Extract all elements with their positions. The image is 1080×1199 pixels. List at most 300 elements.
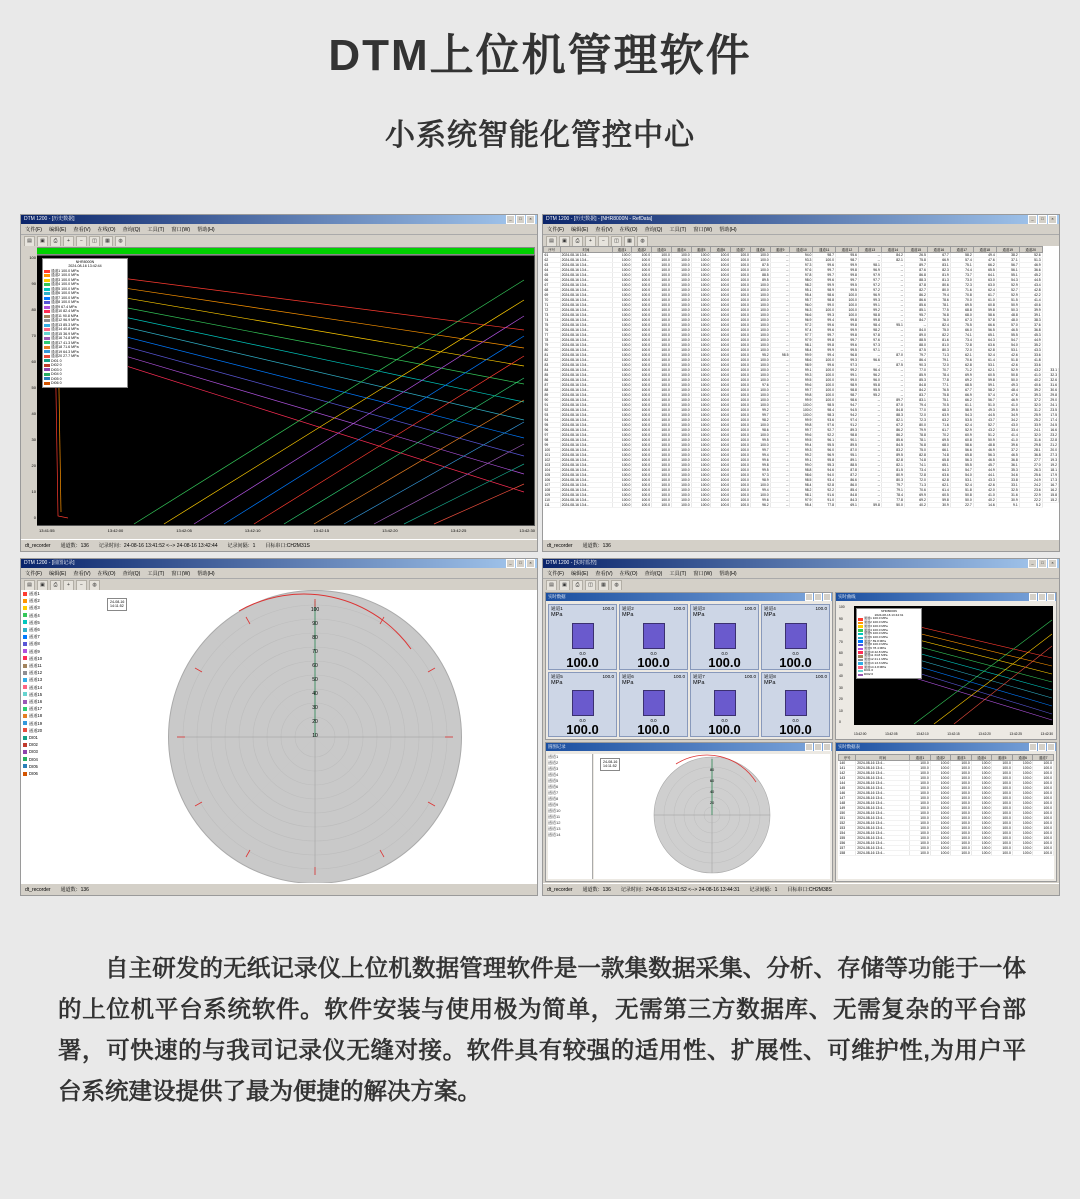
legend-label: DI02 0 xyxy=(51,363,62,368)
channel-list-item[interactable] xyxy=(21,612,93,619)
gauge-widget[interactable] xyxy=(548,672,617,738)
dial-canvas[interactable] xyxy=(93,590,537,884)
menu-item-edit[interactable]: 编辑(E) xyxy=(49,570,67,577)
menu-item-file[interactable]: 文件(F) xyxy=(25,570,42,577)
table-cell: 100.0 xyxy=(632,438,652,443)
window-controls[interactable] xyxy=(1028,215,1059,224)
table-cell: 78.6 xyxy=(927,298,950,303)
channel-list-item[interactable] xyxy=(548,832,592,838)
zoom-out-icon[interactable]: − xyxy=(598,236,609,247)
chart-icon[interactable]: ◫ xyxy=(89,236,100,247)
gauge-widget[interactable] xyxy=(690,604,759,670)
panel-maximize-icon[interactable] xyxy=(814,593,822,601)
table-cell: 99.3 xyxy=(790,448,813,453)
table-cell: 100.0 xyxy=(652,463,672,468)
window-controls[interactable] xyxy=(506,215,537,224)
table-cell: 60.5 xyxy=(973,373,996,378)
table-cell: 100.0 xyxy=(930,836,951,841)
data-grid[interactable] xyxy=(543,246,1059,540)
table-cell: 100.0 xyxy=(711,483,731,488)
table-cell: 100.0 xyxy=(652,258,672,263)
panel-controls[interactable] xyxy=(1029,743,1056,751)
table-cell: 100.0 xyxy=(671,323,691,328)
menu-item-window[interactable]: 窗口(W) xyxy=(171,226,191,233)
gauge-unit: MPa xyxy=(622,612,634,618)
x-tick: 13:42:05 xyxy=(176,528,192,533)
menu-item-help[interactable]: 帮助(H) xyxy=(197,570,215,577)
column-header[interactable]: 通道18 xyxy=(973,247,996,253)
column-header[interactable]: 通道4 xyxy=(671,247,691,253)
table-cell: 50.0 xyxy=(996,378,1019,383)
panel-close-icon[interactable] xyxy=(823,743,831,751)
menu-item-edit[interactable]: 编辑(E) xyxy=(571,226,589,233)
table-cell: -- xyxy=(881,343,904,348)
realtime-table[interactable] xyxy=(838,754,1054,856)
channel-list-item[interactable] xyxy=(21,705,93,712)
table-cell: 99.8 xyxy=(835,318,858,323)
save-icon[interactable]: ▣ xyxy=(37,580,48,591)
zoom-in-icon[interactable]: + xyxy=(585,236,596,247)
print-icon[interactable]: ⎙ xyxy=(50,580,61,591)
data-grid[interactable] xyxy=(838,754,1054,879)
panel-minimize-icon[interactable] xyxy=(805,593,813,601)
history-table[interactable] xyxy=(543,246,1059,508)
gauge-widget[interactable] xyxy=(548,604,617,670)
channel-list-item[interactable] xyxy=(21,604,93,611)
column-header[interactable]: 通道6 xyxy=(1012,755,1033,761)
column-header[interactable]: 时间 xyxy=(560,247,612,253)
column-header[interactable]: 通道11 xyxy=(813,247,836,253)
table-cell: 95.4 xyxy=(790,503,813,508)
column-header[interactable]: 通道15 xyxy=(904,247,927,253)
table-cell: 100.0 xyxy=(691,338,711,343)
minimize-icon[interactable]: _ xyxy=(506,559,515,568)
menu-item-online[interactable]: 在线(O) xyxy=(97,226,116,233)
menu-item-help[interactable]: 帮助(H) xyxy=(719,226,737,233)
table-cell: 89.1 xyxy=(835,458,858,463)
column-header[interactable]: 通道2 xyxy=(930,755,951,761)
maximize-icon[interactable]: □ xyxy=(1038,559,1047,568)
table-cell: 100.0 xyxy=(671,298,691,303)
legend-item[interactable] xyxy=(44,381,126,385)
menu-item-online[interactable]: 在线(O) xyxy=(619,226,638,233)
channel-list-item[interactable] xyxy=(21,684,93,691)
table-cell: 100.0 xyxy=(711,278,731,283)
column-header[interactable]: 序号 xyxy=(839,755,856,761)
gauge-widget[interactable] xyxy=(619,672,688,738)
table-cell: 99.6 xyxy=(813,328,836,333)
table-cell: 47.6 xyxy=(996,393,1019,398)
table-cell: 36.8 xyxy=(1019,328,1042,333)
table-cell: 100.0 xyxy=(652,263,672,268)
screenshot-grid xyxy=(20,214,1060,930)
table-cell: 100.0 xyxy=(750,358,770,363)
table-cell: 100.0 xyxy=(711,283,731,288)
table-cell: 98 xyxy=(544,438,561,443)
table-cell: 100.0 xyxy=(910,826,931,831)
dial-icon[interactable]: ◍ xyxy=(89,580,100,591)
table-cell: 145 xyxy=(839,786,856,791)
channel-list-item[interactable] xyxy=(21,662,93,669)
table-cell: 100.0 xyxy=(671,273,691,278)
channel-list-item[interactable] xyxy=(21,619,93,626)
column-header[interactable]: 通道1 xyxy=(612,247,632,253)
zoom-in-icon[interactable]: + xyxy=(63,236,74,247)
menu-item-window[interactable]: 窗口(W) xyxy=(171,570,191,577)
channel-list-item[interactable] xyxy=(21,756,93,763)
menu-item-query[interactable]: 查询(Q) xyxy=(122,226,141,233)
column-header[interactable]: 通道4 xyxy=(971,755,992,761)
menu-item-query[interactable]: 查询(Q) xyxy=(644,570,663,577)
column-header[interactable]: 通道3 xyxy=(951,755,972,761)
table-cell: 100.0 xyxy=(731,288,751,293)
column-header[interactable]: 通道7 xyxy=(1033,755,1054,761)
table-row[interactable] xyxy=(839,851,1054,856)
table-cell: 100.0 xyxy=(731,433,751,438)
panel-minimize-icon[interactable] xyxy=(1029,743,1037,751)
table-cell: 100.0 xyxy=(632,268,652,273)
legend-item[interactable] xyxy=(858,673,920,677)
channel-list-item[interactable] xyxy=(21,691,93,698)
minimize-icon[interactable]: _ xyxy=(1028,215,1037,224)
channel-label: DI06 xyxy=(29,771,38,777)
table-cell: 100.0 xyxy=(1033,811,1054,816)
channel-list-item[interactable] xyxy=(21,655,93,662)
column-header[interactable]: 通道10 xyxy=(790,247,813,253)
dial-canvas[interactable] xyxy=(594,754,830,879)
column-header[interactable]: 通道13 xyxy=(858,247,881,253)
table-cell: 100.0 xyxy=(731,258,751,263)
window-controls[interactable] xyxy=(506,559,537,568)
legend-color-swatch xyxy=(44,270,50,273)
channel-list-item[interactable] xyxy=(21,648,93,655)
channel-list-item[interactable] xyxy=(21,712,93,719)
table-row[interactable] xyxy=(544,503,1059,508)
close-icon[interactable]: × xyxy=(1048,215,1057,224)
column-header[interactable]: 通道1 xyxy=(910,755,931,761)
table-cell: 59.8 xyxy=(927,498,950,503)
channel-list-item[interactable] xyxy=(21,748,93,755)
table-cell: -- xyxy=(770,368,790,373)
panel-maximize-icon[interactable] xyxy=(1038,743,1046,751)
zoom-out-icon[interactable]: − xyxy=(76,236,87,247)
dial-channel-list[interactable] xyxy=(548,754,593,879)
table-icon[interactable]: ▦ xyxy=(598,580,609,591)
column-header[interactable]: 通道3 xyxy=(652,247,672,253)
menubar[interactable] xyxy=(543,568,1059,579)
column-header[interactable]: 通道20 xyxy=(1019,247,1042,253)
gauge-widget[interactable] xyxy=(690,672,759,738)
y-tick: 90 xyxy=(31,281,36,286)
column-header[interactable]: 通道7 xyxy=(731,247,751,253)
column-header[interactable]: 通道5 xyxy=(691,247,711,253)
table-cell: 37.2 xyxy=(996,448,1019,453)
window-titlebar xyxy=(543,559,1059,568)
chart-plot[interactable] xyxy=(854,606,1053,725)
menu-item-window[interactable]: 窗口(W) xyxy=(693,226,713,233)
table-cell: 100.0 xyxy=(671,258,691,263)
table-cell: 100.0 xyxy=(691,368,711,373)
table-cell: 2024-08-16 13:4... xyxy=(856,766,910,771)
open-icon[interactable]: ▤ xyxy=(546,580,557,591)
panel-close-icon[interactable] xyxy=(1047,593,1055,601)
gauge-widget[interactable] xyxy=(761,604,830,670)
menu-item-view[interactable]: 查看(V) xyxy=(73,226,91,233)
table-cell: 100.0 xyxy=(731,363,751,368)
gauge-label: 通道4 xyxy=(764,606,776,611)
menu-item-view[interactable]: 查看(V) xyxy=(595,570,613,577)
table-cell: 100.0 xyxy=(671,468,691,473)
channel-list-item[interactable] xyxy=(21,741,93,748)
channel-label: 通道14 xyxy=(29,684,43,690)
table-cell: -- xyxy=(770,268,790,273)
table-cell: 100.0 xyxy=(930,831,951,836)
open-icon[interactable]: ▤ xyxy=(24,580,35,591)
table-cell: 100.0 xyxy=(612,308,632,313)
save-icon[interactable]: ▣ xyxy=(559,580,570,591)
table-cell: 100.0 xyxy=(1012,796,1033,801)
table-cell: 39.9 xyxy=(1019,308,1042,313)
menu-item-online[interactable]: 在线(O) xyxy=(97,570,116,577)
column-header[interactable]: 序号 xyxy=(544,247,561,253)
menu-item-help[interactable]: 帮助(H) xyxy=(197,226,215,233)
table-cell: 87 xyxy=(544,383,561,388)
column-header[interactable]: 时间 xyxy=(856,755,910,761)
table-cell: 38.2 xyxy=(996,253,1019,258)
table-cell: -- xyxy=(770,383,790,388)
zoom-out-icon[interactable]: − xyxy=(76,580,87,591)
channel-list-item[interactable] xyxy=(21,698,93,705)
table-cell: 100.0 xyxy=(750,328,770,333)
table-icon[interactable]: ▦ xyxy=(624,236,635,247)
menu-item-window[interactable]: 窗口(W) xyxy=(693,570,713,577)
channel-list-item[interactable] xyxy=(21,727,93,734)
panel-close-icon[interactable] xyxy=(823,593,831,601)
table-cell: 66.0 xyxy=(950,328,973,333)
table-cell: 98.0 xyxy=(790,278,813,283)
table-icon[interactable]: ▦ xyxy=(102,236,113,247)
minimize-icon[interactable]: _ xyxy=(506,215,515,224)
panel-minimize-icon[interactable] xyxy=(1029,593,1037,601)
channel-list-item[interactable] xyxy=(21,770,93,777)
maximize-icon[interactable]: □ xyxy=(516,559,525,568)
menu-item-edit[interactable]: 编辑(E) xyxy=(49,226,67,233)
menu-item-tools[interactable]: 工具(T) xyxy=(669,226,687,233)
menu-item-online[interactable]: 在线(O) xyxy=(619,570,638,577)
table-cell: 100.0 xyxy=(711,488,731,493)
maximize-icon[interactable]: □ xyxy=(516,215,525,224)
panel-maximize-icon[interactable] xyxy=(814,743,822,751)
table-cell: 100.0 xyxy=(951,811,972,816)
table-cell: 85.6 xyxy=(904,303,927,308)
table-cell: 100.0 xyxy=(731,448,751,453)
y-tick: 80 xyxy=(31,307,36,312)
table-cell: 147 xyxy=(839,796,856,801)
column-header[interactable]: 通道19 xyxy=(996,247,1019,253)
column-header[interactable]: 通道14 xyxy=(881,247,904,253)
menu-item-query[interactable]: 查询(Q) xyxy=(644,226,663,233)
gauge-grid[interactable] xyxy=(548,604,830,737)
panel-controls[interactable] xyxy=(805,593,832,601)
table-cell: 100.0 xyxy=(632,258,652,263)
table-cell: 100.0 xyxy=(652,443,672,448)
column-header[interactable]: 通道12 xyxy=(835,247,858,253)
table-cell: 100.0 xyxy=(691,333,711,338)
panel-controls[interactable] xyxy=(1029,593,1056,601)
channel-color-swatch xyxy=(23,656,27,660)
table-cell: 31.6 xyxy=(1042,383,1058,388)
table-cell: -- xyxy=(770,498,790,503)
save-icon[interactable]: ▣ xyxy=(37,236,48,247)
chart-icon[interactable]: ◫ xyxy=(611,236,622,247)
trend-plot[interactable] xyxy=(23,255,535,526)
gauge-widget[interactable] xyxy=(619,604,688,670)
table-cell: 100.0 xyxy=(711,498,731,503)
channel-label: DI01 xyxy=(29,735,38,741)
chart-icon[interactable]: ◫ xyxy=(585,580,596,591)
menu-item-edit[interactable]: 编辑(E) xyxy=(571,570,589,577)
dial-icon[interactable]: ◍ xyxy=(611,580,622,591)
table-cell: 97.6 xyxy=(813,423,836,428)
table-cell: 99 xyxy=(544,443,561,448)
channel-list-item[interactable] xyxy=(21,676,93,683)
table-cell: 100.0 xyxy=(711,378,731,383)
save-icon[interactable]: ▣ xyxy=(559,236,570,247)
table-cell: 95.5 xyxy=(813,443,836,448)
x-tick: 13:42:30 xyxy=(519,528,535,533)
menu-item-view[interactable]: 查看(V) xyxy=(595,226,613,233)
channel-list-item[interactable] xyxy=(21,763,93,770)
table-cell: 43.3 xyxy=(973,478,996,483)
menubar[interactable] xyxy=(543,224,1059,235)
table-cell: 100.0 xyxy=(731,353,751,358)
table-cell: 15.2 xyxy=(1042,498,1058,503)
maximize-icon[interactable]: □ xyxy=(1038,215,1047,224)
panel-controls[interactable] xyxy=(805,743,832,751)
column-header[interactable]: 通道2 xyxy=(632,247,652,253)
svg-text:100: 100 xyxy=(310,607,320,613)
channel-list-item[interactable] xyxy=(21,640,93,647)
print-icon[interactable]: ⎙ xyxy=(50,236,61,247)
menu-item-file[interactable]: 文件(F) xyxy=(547,226,564,233)
table-cell: 100.0 xyxy=(652,283,672,288)
column-header[interactable]: 通道8 xyxy=(750,247,770,253)
channel-list-item[interactable] xyxy=(21,597,93,604)
channel-list-item[interactable] xyxy=(21,669,93,676)
table-cell: 100.0 xyxy=(910,811,931,816)
timestamp-tag xyxy=(600,758,620,771)
table-cell: -- xyxy=(881,293,904,298)
dial-icon[interactable]: ◍ xyxy=(115,236,126,247)
table-cell: 53.5 xyxy=(950,418,973,423)
gauge-widget[interactable] xyxy=(761,672,830,738)
table-cell: -- xyxy=(770,293,790,298)
table-cell: 99.7 xyxy=(750,413,770,418)
table-cell: 61.7 xyxy=(973,293,996,298)
menu-item-view[interactable]: 查看(V) xyxy=(73,570,91,577)
tag-date: 24-08-16 xyxy=(110,600,125,604)
table-cell: 98.4 xyxy=(790,348,813,353)
menu-item-help[interactable]: 帮助(H) xyxy=(719,570,737,577)
table-cell: 2024-08-16 13:4... xyxy=(560,303,612,308)
channel-color-swatch xyxy=(23,635,27,639)
table-cell: 100.0 xyxy=(652,398,672,403)
zoom-in-icon[interactable]: + xyxy=(63,580,74,591)
open-icon[interactable]: ▤ xyxy=(24,236,35,247)
minimize-icon[interactable]: _ xyxy=(1028,559,1037,568)
table-cell: 97.7 xyxy=(790,333,813,338)
close-icon[interactable]: × xyxy=(1048,559,1057,568)
table-cell: 100.0 xyxy=(632,428,652,433)
table-cell: 77.5 xyxy=(927,308,950,313)
channel-list-item[interactable] xyxy=(21,734,93,741)
table-cell: 100.0 xyxy=(951,776,972,781)
menubar[interactable] xyxy=(21,224,537,235)
status-port: 目标串口:CH2M38S xyxy=(787,887,832,893)
panel-maximize-icon[interactable] xyxy=(1038,593,1046,601)
table-cell: 100.0 xyxy=(1012,816,1033,821)
progress-bar xyxy=(23,247,535,255)
menubar[interactable] xyxy=(21,568,537,579)
table-cell: 70.5 xyxy=(927,403,950,408)
window-controls[interactable] xyxy=(1028,559,1059,568)
table-cell: -- xyxy=(770,443,790,448)
y-tick: 10 xyxy=(31,489,36,494)
open-icon[interactable]: ▤ xyxy=(546,236,557,247)
column-header[interactable]: 通道16 xyxy=(927,247,950,253)
table-cell: 100.0 xyxy=(691,278,711,283)
table-cell: 100.0 xyxy=(612,418,632,423)
table-cell: -- xyxy=(881,318,904,323)
menu-item-query[interactable]: 查询(Q) xyxy=(122,570,141,577)
menu-item-file[interactable]: 文件(F) xyxy=(547,570,564,577)
dial-icon[interactable]: ◍ xyxy=(637,236,648,247)
menu-item-file[interactable]: 文件(F) xyxy=(25,226,42,233)
panel-minimize-icon[interactable] xyxy=(805,743,813,751)
table-cell: -- xyxy=(904,323,927,328)
column-header[interactable]: 通道6 xyxy=(711,247,731,253)
table-cell: 100.0 xyxy=(992,781,1013,786)
table-cell: 19.2 xyxy=(1042,463,1058,468)
menu-item-tools[interactable]: 工具(T) xyxy=(147,226,165,233)
column-header[interactable]: 通道5 xyxy=(992,755,1013,761)
channel-list-item[interactable] xyxy=(21,590,93,597)
table-cell: 2024-08-16 13:4... xyxy=(856,781,910,786)
table-cell: 100.0 xyxy=(971,786,992,791)
menu-item-tools[interactable]: 工具(T) xyxy=(669,570,687,577)
column-header[interactable]: 通道17 xyxy=(950,247,973,253)
channel-list-item[interactable] xyxy=(21,626,93,633)
table-cell: 100.0 xyxy=(691,268,711,273)
column-header[interactable]: 通道9 xyxy=(770,247,790,253)
table-cell: 100.0 xyxy=(731,393,751,398)
close-icon[interactable]: × xyxy=(526,215,535,224)
panel-close-icon[interactable] xyxy=(1047,743,1055,751)
table-cell: 99.7 xyxy=(835,338,858,343)
print-icon[interactable]: ⎙ xyxy=(572,236,583,247)
table-cell: 2024-08-16 13:4... xyxy=(560,288,612,293)
table-cell: 105 xyxy=(544,473,561,478)
table-cell: 99.8 xyxy=(835,273,858,278)
menu-item-tools[interactable]: 工具(T) xyxy=(147,570,165,577)
channel-list-item[interactable] xyxy=(21,720,93,727)
channel-list[interactable] xyxy=(21,590,94,884)
close-icon[interactable]: × xyxy=(526,559,535,568)
channel-list-item[interactable] xyxy=(21,633,93,640)
print-icon[interactable]: ⎙ xyxy=(572,580,583,591)
table-cell: 89.5 xyxy=(835,443,858,448)
table-cell: -- xyxy=(881,268,904,273)
